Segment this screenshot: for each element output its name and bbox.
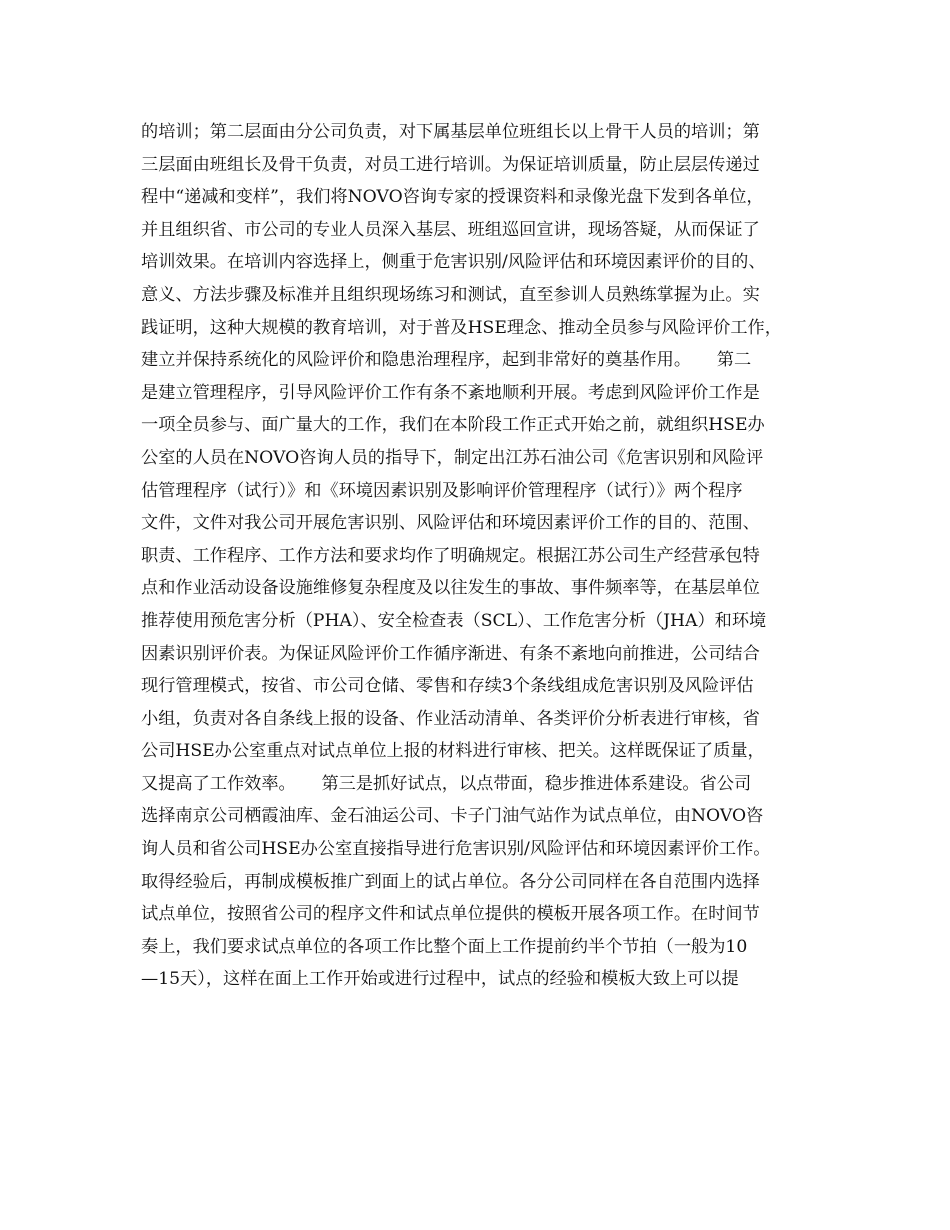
text-line: 三层面由班组长及骨干负责，对员工进行培训。为保证培训质量，防止层层传递过 xyxy=(141,154,760,175)
text-line: 推荐使用预危害分析（PHA）、安全检查表（SCL）、工作危害分析（JHA）和环境 xyxy=(141,610,767,631)
text-line: 点和作业活动设备设施维修复杂程度及以往发生的事故、事件频率等，在基层单位 xyxy=(141,578,760,599)
text-line: 职责、工作程序、工作方法和要求均作了明确规定。根据江苏公司生产经营承包特 xyxy=(141,545,760,566)
text-line: 小组，负责对各自条线上报的设备、作业活动清单、各类评价分析表进行审核，省 xyxy=(141,708,760,729)
text-line: 公司HSE办公室重点对试点单位上报的材料进行审核、把关。这样既保证了质量， xyxy=(141,741,765,762)
text-line: 并且组织省、市公司的专业人员深入基层、班组巡回宣讲，现场答疑，从而保证了 xyxy=(141,219,760,240)
text-line: 又提高了工作效率。 第三是抓好试点，以点带面，稳步推进体系建设。省公司 xyxy=(141,773,752,794)
text-line: 程中“递减和变样”，我们将NOVO咨询专家的授课资料和录像光盘下发到各单位， xyxy=(141,187,764,208)
text-line: 践证明，这种大规模的教育培训，对于普及HSE理念、推动全员参与风险评价工作， xyxy=(141,317,782,338)
text-line: 公室的人员在NOVO咨询人员的指导下，制定出江苏石油公司《危害识别和风险评 xyxy=(141,447,764,468)
text-line: 培训效果。在培训内容选择上，侧重于危害识别/风险评估和环境因素评价的目的、 xyxy=(141,252,766,273)
text-line: 试点单位，按照省公司的程序文件和试点单位提供的模板开展各项工作。在时间节 xyxy=(141,904,760,925)
text-line: 选择南京公司栖霞油库、金石油运公司、卡子门油气站作为试点单位，由NOVO咨 xyxy=(141,806,764,827)
text-line: 因素识别评价表。为保证风险评价工作循序渐进、有条不紊地向前推进，公司结合 xyxy=(141,643,760,664)
text-line: 是建立管理程序，引导风险评价工作有条不紊地顺利开展。考虑到风险评价工作是 xyxy=(141,382,760,403)
text-line: 文件，文件对我公司开展危害识别、风险评估和环境因素评价工作的目的、范围、 xyxy=(141,513,760,534)
text-line: 意义、方法步骤及标准并且组织现场练习和测试，直至参训人员熟练掌握为止。实 xyxy=(141,284,760,305)
text-line: 建立并保持系统化的风险评价和隐患治理程序，起到非常好的奠基作用。 第二 xyxy=(141,350,752,371)
text-line: —15天），这样在面上工作开始或进行过程中，试点的经验和模板大致上可以提 xyxy=(141,969,739,990)
text-line: 奏上，我们要求试点单位的各项工作比整个面上工作提前约半个节拍（一般为10 xyxy=(141,936,748,957)
text-line: 现行管理模式，按省、市公司仓储、零售和存续3个条线组成危害识别及风险评估 xyxy=(141,676,754,697)
text-line: 的培训；第二层面由分公司负责，对下属基层单位班组长以上骨干人员的培训；第 xyxy=(141,122,760,142)
text-line: 估管理程序（试行）》和《环境因素识别及影响评价管理程序（试行）》两个程序 xyxy=(141,480,743,501)
text-line: 取得经验后，再制成模板推广到面上的试占单位。各分公司同样在各自范围内选择 xyxy=(141,871,760,892)
text-line: 一项全员参与、面广量大的工作，我们在本阶段工作正式开始之前，就组织HSE办 xyxy=(141,415,765,436)
text-line: 询人员和省公司HSE办公室直接指导进行危害识别/风险评估和环境因素评价工作。 xyxy=(141,839,771,860)
body-text xyxy=(141,116,831,996)
